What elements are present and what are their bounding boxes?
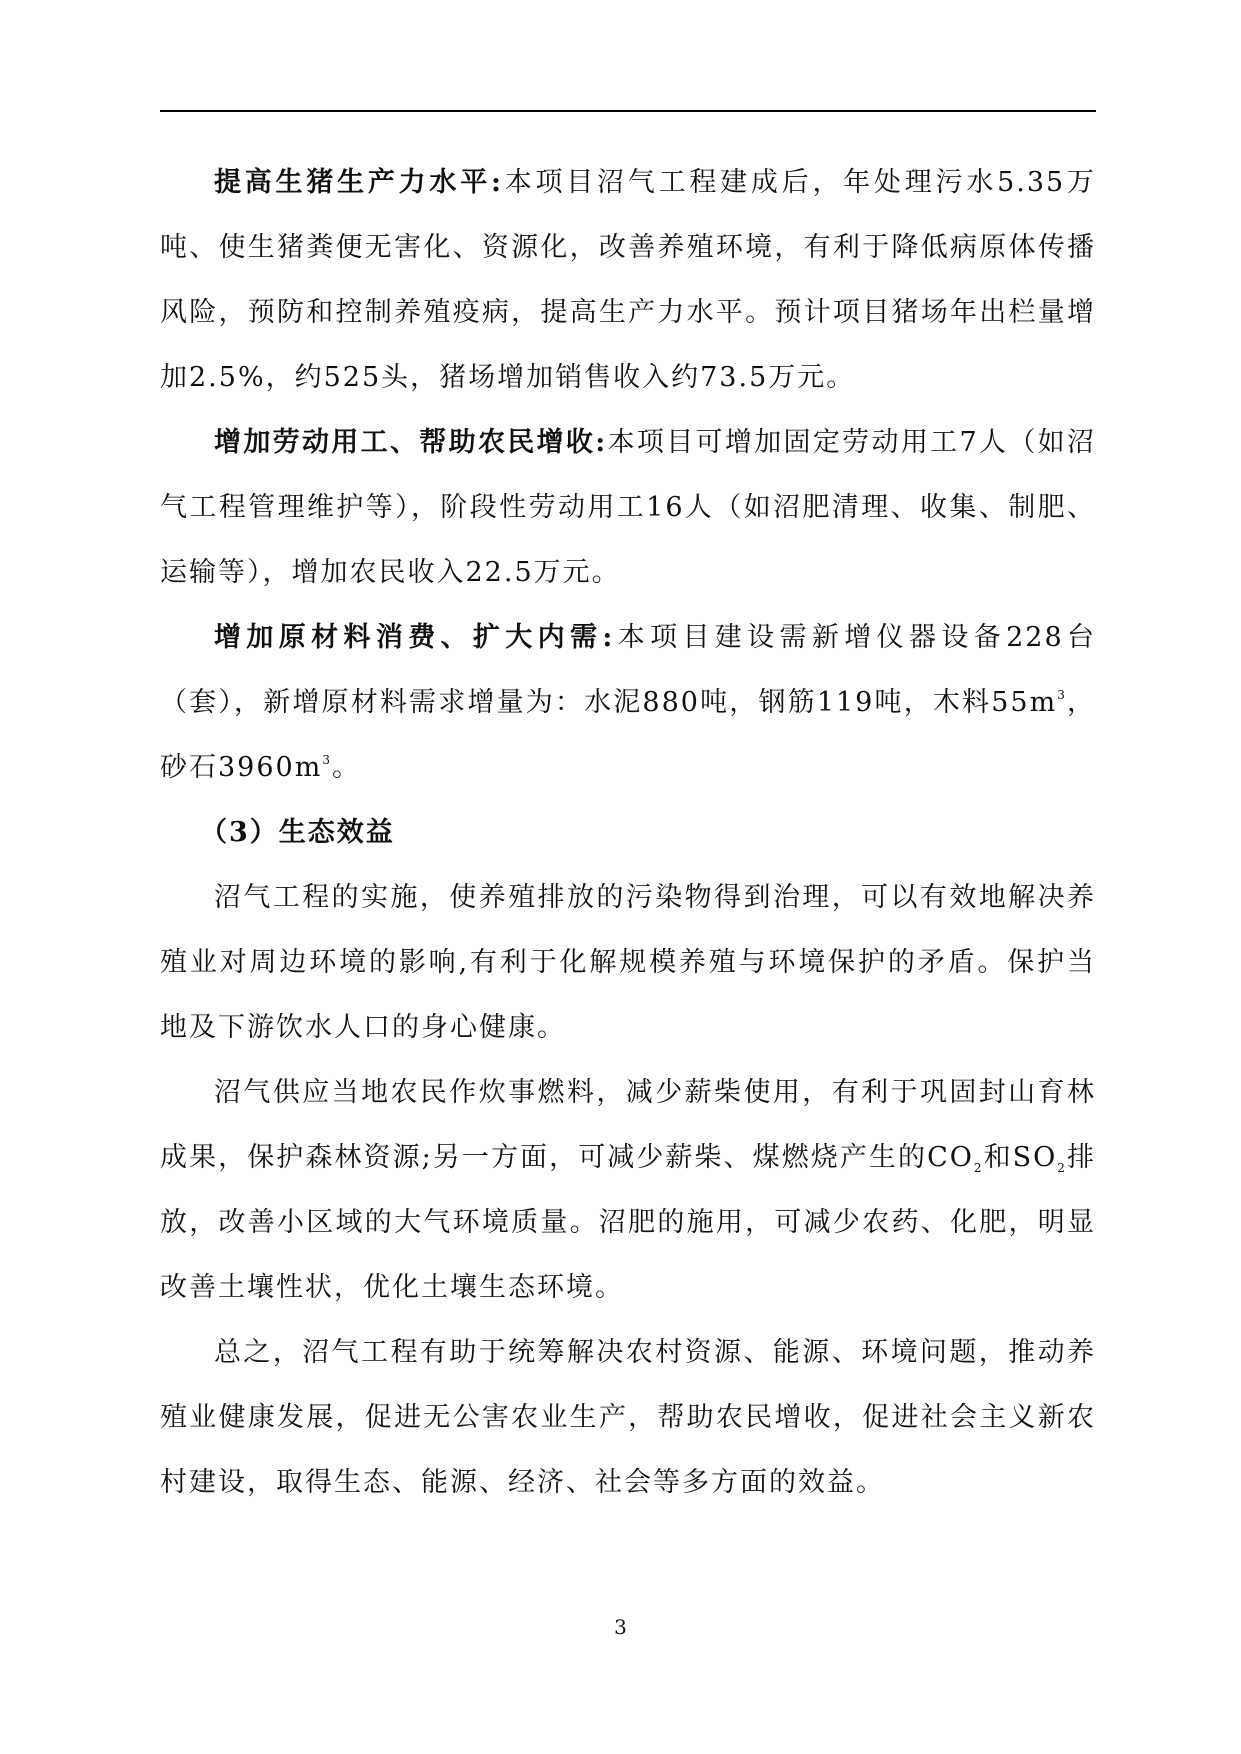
paragraph-emissions	[160, 1060, 1096, 1320]
paragraph-text: 本项目可增加固定劳动用工7人（如沼气工程管理维护等），阶段性劳动用工16人（如沼肥清理、收集、制肥、运输等），增加农民收入22.5万元。	[160, 427, 1096, 588]
paragraph-summary: 总之，沼气工程有助于统筹解决农村资源、能源、环境问题，推动养殖业健康发展，促进无公害农业生产，帮助农民增收，促进社会主义新农村建设，取得生态、能源、经济、社会等多方面的效益。	[160, 1337, 1096, 1498]
paragraph-lead: 提高生猪生产力水平:	[214, 167, 503, 198]
page-number: 3	[614, 1615, 627, 1639]
paragraph-text: 和SO	[983, 1142, 1058, 1173]
paragraph-text: 。	[331, 752, 361, 783]
paragraph-ecology: 沼气工程的实施，使养殖排放的污染物得到治理，可以有效地解决养殖业对周边环境的影响,有利于化解规模养殖与环境保护的矛盾。保护当地及下游饮水人口的身心健康。	[160, 882, 1096, 1043]
section-heading: （3）生态效益	[200, 817, 395, 848]
paragraph-text: 排放，改善小区域的大气环境质量。沼肥的施用，可减少农药、化肥，明显改善土壤性状，优化土壤生态环境。	[160, 1142, 1096, 1303]
paragraph-lead: 增加原材料消费、扩大内需:	[214, 622, 615, 653]
subscript: 2	[1057, 1161, 1067, 1175]
paragraph-text: ，砂石3960m	[160, 687, 1097, 783]
header-rule	[160, 110, 1096, 112]
paragraph-labor	[160, 410, 1096, 605]
paragraph-lead: 增加劳动用工、帮助农民增收:	[214, 427, 608, 458]
paragraph-materials	[160, 605, 1096, 800]
document-body	[160, 150, 1096, 1515]
paragraph-text: 本项目建设需新增仪器设备228台（套），新增原材料需求增量为：水泥880吨，钢筋119吨，木料55m	[160, 622, 1096, 718]
paragraph-text: 本项目沼气工程建成后，年处理污水5.35万吨、使生猪粪便无害化、资源化，改善养殖环境，有利于降低病原体传播风险，预防和控制养殖疫病，提高生产力水平。预计项目猪场年出栏量增加2.5%，约525头，猪场增加销售收入约73.5万元。	[160, 167, 1096, 393]
subscript: 2	[973, 1161, 984, 1175]
superscript: 3	[1057, 688, 1067, 702]
paragraph-text: 沼气供应当地农民作炊事燃料，减少薪柴使用，有利于巩固封山育林成果，保护森林资源;另一方面，可减少薪柴、煤燃烧产生的CO	[160, 1077, 1096, 1173]
paragraph-productivity	[160, 150, 1096, 410]
superscript: 3	[322, 753, 332, 767]
